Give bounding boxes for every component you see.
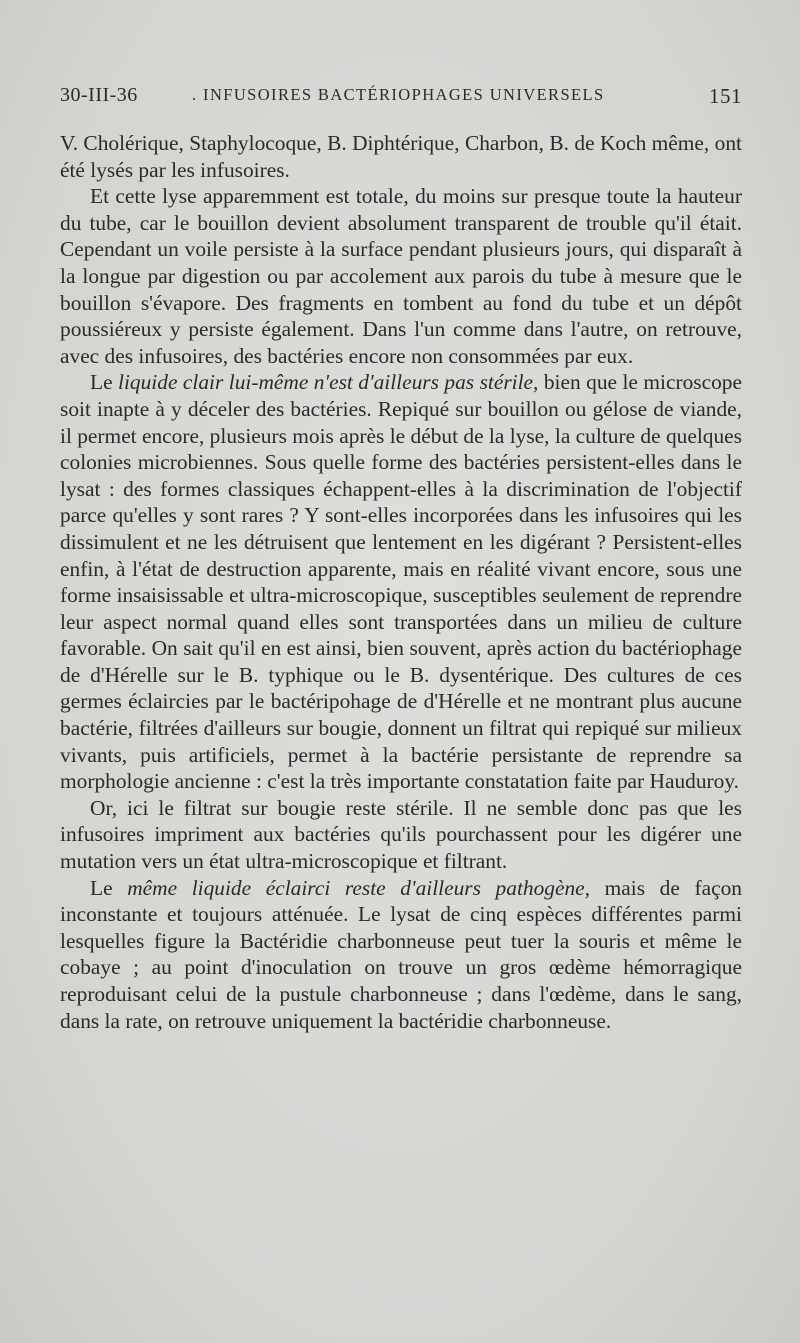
paragraph-3-rest: bien que le microscope soit inapte à y déceler des bactéries. Repiqué sur bouillon ou gélose de viande, il permet encore, plusieurs mois après le début de la lyse, la culture de quelques colonies microbiennes. Sous quelle forme des bactéries persistent-elles dans le lysat : des formes classiques échappent-elles à la discrimination de l'objectif parce qu'elles y sont rares ? Y sont-elles incorporées dans les infusoires qui les dissimulent et ne les détruisent que lentement en les digérant ? Persistent-elles enfin, à l'état de destruction apparente, mais en réalité vivant encore, sous une forme insaisissable et ultra-microscopique, susceptibles seulement de reprendre leur aspect normal quand elles sont transportées dans un milieu de culture favorable. On sait qu'il en est ainsi, bien souvent, après action du bactériophage de d'Hérelle sur le B. typhique ou le B. dysentérique. Des cultures de ces germes éclaircies par le bactéripohage de d'Hérelle et ne montrant plus aucune bactérie, filtrées d'ailleurs sur bougie, donnent un filtrat qui repiqué sur milieux vivants, puis artificiels, permet à la bactérie persistante de reprendre sa morphologie ancienne : c'est la très importante constatation faite par Hauduroy. (60, 370, 742, 794)
page-number: 151 (709, 84, 742, 108)
body-text (60, 130, 742, 1034)
paragraph-3-italic: liquide clair lui-même n'est d'ailleurs pas stérile, (118, 370, 539, 395)
paragraph-5-italic: même liquide éclairci reste d'ailleurs pathogène, (127, 875, 591, 900)
paragraph-4: Or, ici le filtrat sur bougie reste stérile. Il ne semble donc pas que les infusoires impriment aux bactéries qu'ils pourchassent pour les digérer une mutation vers un état ultra-microscopique et filtrant. (60, 795, 742, 874)
paragraph-5-lead: Le (90, 875, 128, 900)
paragraph-5 (60, 875, 742, 1035)
header-date: 30-III-36 (60, 84, 138, 106)
running-header (60, 84, 742, 114)
paragraph-2: Et cette lyse apparemment est totale, du moins sur presque toute la hauteur du tube, car le bouillon devient absolument transparent de trouble qu'il était. Cependant un voile persiste à la surface pendant plusieurs jours, qui disparaît à la longue par digestion ou par accolement aux parois du tube à mesure que le bouillon s'évapore. Des fragments en tombent au fond du tube et un dépôt poussiéreux y persiste également. Dans l'un comme dans l'autre, on retrouve, avec des infusoires, des bactéries encore non consommées par eux. (60, 184, 742, 368)
paragraph-1: V. Cholérique, Staphylocoque, B. Diphtérique, Charbon, B. de Koch même, ont été lysés par les infusoires. (60, 131, 742, 182)
paragraph-3-lead: Le (90, 370, 119, 395)
header-title: . INFUSOIRES BACTÉRIOPHAGES UNIVERSELS (192, 85, 605, 104)
paragraph-3 (60, 369, 742, 795)
paragraph-5-rest: mais de façon inconstante et toujours atténuée. Le lysat de cinq espèces différentes parmi lesquelles figure la Bactéridie charbonneuse peut tuer la souris et même le cobaye ; au point d'inoculation on trouve un gros œdème hémorragique reproduisant celui de la pustule charbonneuse ; dans l'œdème, dans le sang, dans la rate, on retrouve uniquement la bactéridie charbonneuse. (60, 875, 742, 1033)
